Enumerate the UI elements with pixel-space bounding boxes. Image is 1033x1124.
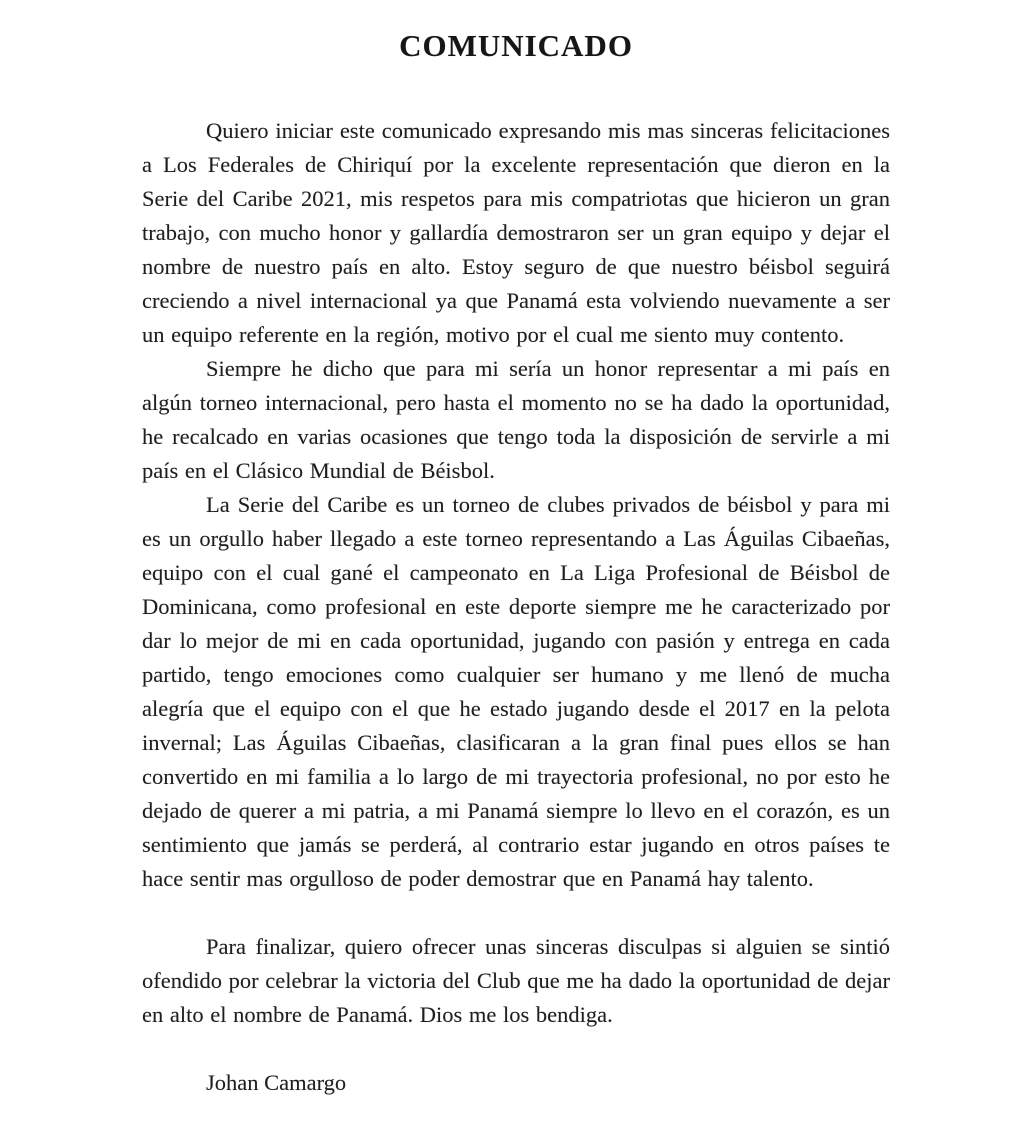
signature-name: Johan Camargo: [206, 1070, 347, 1095]
paragraph-intro-felicitaciones: Quiero iniciar este comunicado expresando mis mas sinceras felicitaciones a Los Federales de Chiriquí por la excelente representación que dieron en la Serie del Caribe 2021, mis respetos para mis compatriotas que hicieron un gran trabajo, con mucho honor y gallardía demostraron ser un gran equipo y dejar el nombre de nuestro país en alto. Estoy seguro de que nuestro béisbol seguirá creciendo a nivel internacional ya que Panamá esta volviendo nuevamente a ser un equipo referente en la región, motivo por el cual me siento muy contento.: [142, 118, 890, 347]
paragraph-disculpas-final: Para finalizar, quiero ofrecer unas sinceras disculpas si alguien se sintió ofendido por celebrar la victoria del Club que me ha dado la oportunidad de dejar en alto el nombre de Panamá. Dios me los bendiga.: [142, 934, 890, 1027]
paragraph-representar-pais: Siempre he dicho que para mi sería un honor representar a mi país en algún torneo internacional, pero hasta el momento no se ha dado la oportunidad, he recalcado en varias ocasiones que tengo toda la disposición de servirle a mi país en el Clásico Mundial de Béisbol.: [142, 356, 890, 483]
document-title: COMUNICADO: [399, 28, 633, 63]
paragraph-serie-del-caribe: La Serie del Caribe es un torneo de clubes privados de béisbol y para mi es un orgullo haber llegado a este torneo representando a Las Águilas Cibaeñas, equipo con el cual gané el campeonato en La Liga Profesional de Béisbol de Dominicana, como profesional en este deporte siempre me he caracterizado por dar lo mejor de mi en cada oportunidad, jugando con pasión y entrega en cada partido, tengo emociones como cualquier ser humano y me llenó de mucha alegría que el equipo con el que he estado jugando desde el 2017 en la pelota invernal; Las Águilas Cibaeñas, clasificaran a la gran final pues ellos se han convertido en mi familia a lo largo de mi trayectoria profesional, no por esto he dejado de querer a mi patria, a mi Panamá siempre lo llevo en el corazón, es un sentimiento que jamás se perderá, al contrario estar jugando en otros países te hace sentir mas orgulloso de poder demostrar que en Panamá hay talento.: [142, 492, 890, 891]
document-body: [142, 114, 890, 1032]
